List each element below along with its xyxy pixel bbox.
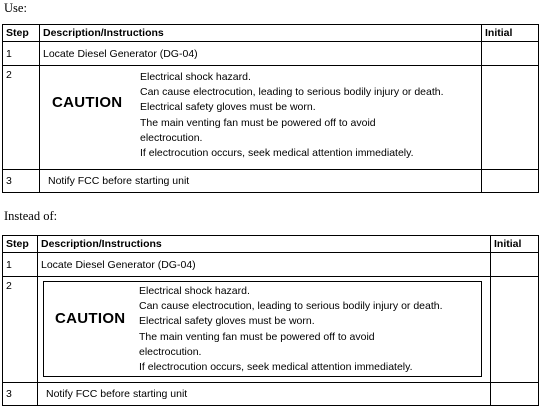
initial-cell[interactable] (482, 42, 539, 66)
step-number: 3 (3, 170, 40, 193)
step-number: 3 (3, 383, 38, 406)
step-header: Step (3, 236, 38, 253)
caution-text (139, 284, 443, 375)
initial-cell[interactable] (482, 170, 539, 193)
caution-cell (40, 66, 482, 170)
caution-line: If electrocution occurs, seek medical attention immediately. (140, 147, 414, 160)
caution-line: Electrical safety gloves must be worn. (139, 315, 315, 328)
step-description: Locate Diesel Generator (DG-04) (40, 42, 482, 66)
caution-cell (38, 277, 491, 383)
initial-header: Initial (482, 25, 539, 42)
initial-cell[interactable] (491, 277, 539, 383)
caution-line: Can cause electrocution, leading to serious bodily injury or death. (140, 86, 444, 99)
use-procedure-table (2, 24, 539, 193)
step-number: 2 (3, 277, 38, 383)
table-row (3, 42, 539, 66)
initial-header: Initial (491, 236, 539, 253)
table-row (3, 277, 539, 383)
step-number: 1 (3, 253, 38, 277)
caution-line: Electrical shock hazard. (139, 285, 250, 297)
step-header: Step (3, 25, 40, 42)
caution-line: electrocution. (140, 131, 203, 144)
caution-line: If electrocution occurs, seek medical attention immediately. (139, 361, 413, 374)
caution-line: Can cause electrocution, leading to serious bodily injury or death. (139, 300, 443, 313)
step-description: Notify FCC before starting unit (40, 170, 482, 193)
caution-line: Electrical safety gloves must be worn. (140, 101, 316, 114)
table-row (3, 253, 539, 277)
caution-line: The main venting fan must be powered off to avoid (139, 330, 375, 343)
table-row (3, 383, 539, 406)
step-description: Locate Diesel Generator (DG-04) (38, 253, 491, 277)
step-number: 1 (3, 42, 40, 66)
initial-cell[interactable] (491, 253, 539, 277)
initial-cell[interactable] (491, 383, 539, 406)
caution-text (140, 70, 444, 161)
step-number: 2 (3, 66, 40, 170)
step-description: Notify FCC before starting unit (38, 383, 491, 406)
caution-label: CAUTION (55, 310, 126, 327)
initial-cell[interactable] (482, 66, 539, 170)
caution-line: The main venting fan must be powered off to avoid (140, 116, 376, 129)
instead-procedure-table (2, 235, 539, 406)
table-row (3, 66, 539, 170)
instead-caption: Instead of: (4, 209, 58, 223)
caution-label: CAUTION (52, 94, 123, 111)
table-header-row (3, 25, 539, 42)
caution-line: electrocution. (139, 345, 202, 358)
table-header-row (3, 236, 539, 253)
caution-line: Electrical shock hazard. (140, 71, 251, 83)
description-header: Description/Instructions (40, 25, 482, 42)
table-row (3, 170, 539, 193)
description-header: Description/Instructions (38, 236, 491, 253)
use-caption: Use: (4, 1, 27, 15)
